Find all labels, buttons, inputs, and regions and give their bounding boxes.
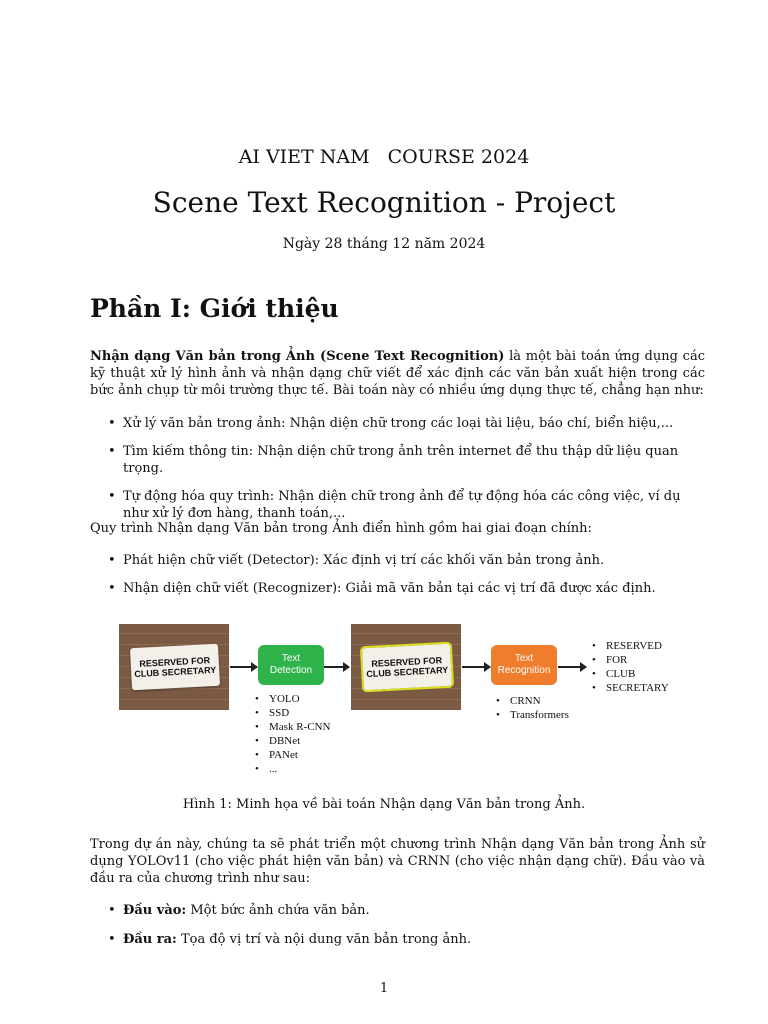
io-text: Tọa độ vị trí và nội dung văn bản trong ảnh. <box>176 932 472 947</box>
io-text: Một bức ảnh chứa văn bản. <box>186 903 370 918</box>
sign-text-line1: RESERVED FOR <box>139 655 211 669</box>
list-item: • Tìm kiếm thông tin: Nhận diện chữ trong ảnh trên internet để thu thập dữ liệu quan trọng. <box>90 443 705 477</box>
org-name: AI VIET NAM <box>238 146 370 168</box>
list-item: • Xử lý văn bản trong ảnh: Nhận diện chữ trong các loại tài liệu, báo chí, biển hiệu,... <box>90 415 705 432</box>
stages-list <box>90 552 705 597</box>
intro-text: là một bài toán ứng dụng các kỹ thuật xử lý hình ảnh và nhận dạng chữ viết để xác định các văn bản xuất hiện trong các bức ảnh chụp từ môi trường thực tế. Bài toán này có nhiều ứng dụng thực tế, chẳng hạn như: <box>90 349 705 398</box>
list-item: • Mask R-CNN <box>255 720 330 734</box>
box-label: Recognition <box>497 665 551 676</box>
project-paragraph: Trong dự án này, chúng ta sẽ phát triển một chương trình Nhận dạng Văn bản trong Ảnh sử dụng YOLOv11 (cho việc phát hiện văn bản) và CRNN (cho việc nhận dạng chữ). Đầu vào và đầu ra của chương trình như sau: <box>90 837 705 886</box>
list-item: • YOLO <box>255 692 330 706</box>
list-item: • Tự động hóa quy trình: Nhận diện chữ trong ảnh để tự động hóa các công việc, ví dụ như xử lý đơn hàng, thanh toán,... <box>90 488 705 522</box>
text-detection-box <box>258 645 324 685</box>
arrow-icon <box>324 666 349 668</box>
list-item: • SECRETARY <box>592 681 669 695</box>
pipeline-intro: Quy trình Nhận dạng Văn bản trong Ảnh điển hình gồm hai giai đoạn chính: <box>90 521 592 536</box>
detected-photo <box>351 624 461 710</box>
sign <box>130 644 220 691</box>
sign-detected <box>362 644 452 691</box>
list-item: • FOR <box>592 653 669 667</box>
output-words <box>592 639 669 695</box>
course-name: COURSE 2024 <box>387 146 530 168</box>
list-item: • Phát hiện chữ viết (Detector): Xác định vị trí các khối văn bản trong ảnh. <box>90 552 705 569</box>
list-item <box>90 931 705 948</box>
list-item: • SSD <box>255 706 330 720</box>
applications-list <box>90 415 705 522</box>
recognition-methods <box>496 694 569 722</box>
text-recognition-box <box>491 645 557 685</box>
document-title: Scene Text Recognition - Project <box>152 186 616 219</box>
list-item: • CLUB <box>592 667 669 681</box>
list-item: • CRNN <box>496 694 569 708</box>
detection-methods <box>255 692 330 776</box>
box-label: Text <box>281 653 301 664</box>
list-item: • RESERVED <box>592 639 669 653</box>
list-item: • Nhận diện chữ viết (Recognizer): Giải mã văn bản tại các vị trí đã được xác định. <box>90 580 705 597</box>
list-item <box>90 902 705 919</box>
box-label: Text <box>514 653 534 664</box>
arrow-icon <box>230 666 257 668</box>
figure-caption: Hình 1: Minh họa về bài toán Nhận dạng Văn bản trong Ảnh. <box>182 797 586 812</box>
list-item: • Transformers <box>496 708 569 722</box>
sign-text-line2: CLUB SECRETARY <box>366 664 449 680</box>
section-heading: Phần I: Giới thiệu <box>90 294 339 323</box>
course-header <box>0 146 768 168</box>
sign-text-line2: CLUB SECRETARY <box>134 664 217 680</box>
arrow-icon <box>462 666 490 668</box>
document-date: Ngày 28 tháng 12 năm 2024 <box>282 236 486 252</box>
intro-paragraph <box>90 348 705 399</box>
list-item: • PANet <box>255 748 330 762</box>
page-number: 1 <box>379 981 389 996</box>
intro-term: Nhận dạng Văn bản trong Ảnh (Scene Text Recognition) <box>90 349 505 364</box>
sign-text-line1: RESERVED FOR <box>371 655 443 669</box>
io-list <box>90 902 705 948</box>
io-label: Đầu vào: <box>123 903 187 918</box>
io-label: Đầu ra: <box>123 932 177 947</box>
input-photo <box>119 624 229 710</box>
arrow-icon <box>558 666 586 668</box>
list-item: • DBNet <box>255 734 330 748</box>
box-label: Detection <box>269 665 313 676</box>
list-item: • ... <box>255 762 330 776</box>
